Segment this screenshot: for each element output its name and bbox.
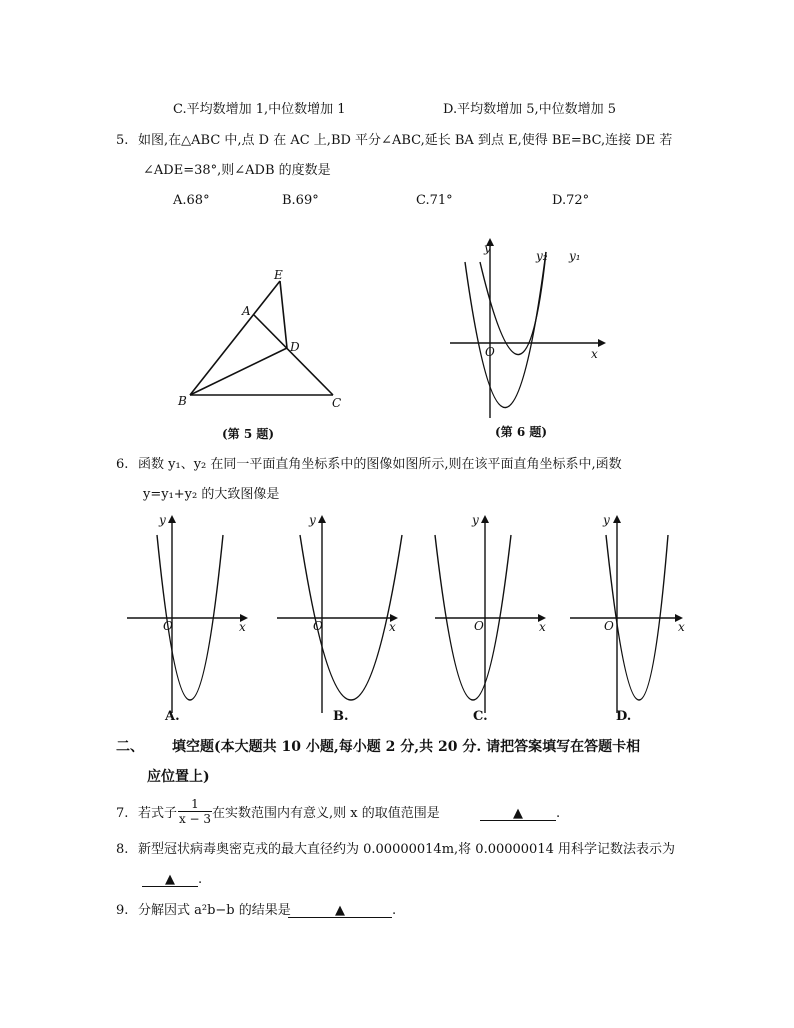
svg-text:O: O [604, 619, 614, 633]
section2-title-line2: 应位置上) [147, 769, 210, 785]
point-b-label: B [178, 394, 187, 408]
q7-answer-blank[interactable]: ▲ [480, 806, 556, 821]
segment-ed [280, 281, 287, 348]
q6-option-d-graph [568, 515, 698, 725]
q5-text-line2: ∠ADE=38°,则∠ADB 的度数是 [143, 163, 331, 178]
point-e-label: E [274, 268, 283, 282]
x-axis-arrow [598, 339, 606, 347]
svg-text:x: x [239, 620, 246, 634]
q8-answer[interactable] [142, 872, 202, 888]
q9-end: . [392, 903, 397, 918]
q5-option-d: D.72° [552, 193, 590, 208]
q7-frac-denominator: x − 3 [178, 812, 212, 826]
option-c-label: C. [473, 709, 488, 724]
q6-axis-y-label: y [484, 241, 491, 255]
q7-fraction [178, 797, 212, 826]
q7-end: . [556, 806, 561, 821]
svg-text:y: y [472, 513, 479, 527]
segment-bd [190, 348, 287, 395]
segment-ac [254, 315, 333, 395]
option-d-label: D. [616, 709, 632, 724]
curve-y1-label: y₁ [569, 249, 581, 263]
q6-origin-label: O [485, 345, 495, 359]
q8-text-line1: 新型冠状病毒奥密克戎的最大直径约为 0.00000014m,将 0.00000014 用科学记数法表示为 [138, 842, 675, 857]
q6-caption: (第 6 题) [495, 425, 548, 439]
svg-text:O: O [313, 619, 323, 633]
q7-number: 7. [116, 806, 129, 821]
q6-text-line2: y=y₁+y₂ 的大致图像是 [143, 487, 280, 502]
q5-caption: (第 5 题) [222, 427, 275, 441]
svg-text:O: O [474, 619, 484, 633]
q8-answer-blank[interactable]: ▲ [142, 872, 198, 887]
svg-text:x: x [389, 620, 396, 634]
q5-option-b: B.69° [282, 193, 319, 208]
svg-text:y: y [603, 513, 610, 527]
q5-triangle-figure [170, 265, 360, 415]
q9-answer[interactable] [288, 903, 396, 919]
q9-number: 9. [116, 903, 129, 918]
q7-frac-numerator: 1 [178, 797, 212, 812]
q6-option-b-graph [275, 515, 405, 725]
option-a-label: A. [165, 709, 180, 724]
option-b-label: B. [333, 709, 349, 724]
q6-text-line1: 函数 y₁、y₂ 在同一平面直角坐标系中的图像如图所示,则在该平面直角坐标系中,函数 [138, 457, 622, 472]
q7-answer[interactable] [480, 806, 560, 822]
q5-option-c: C.71° [416, 193, 453, 208]
section2-index: 二、 [116, 739, 144, 755]
point-d-label: D [290, 340, 300, 354]
q6-parabolas-figure [448, 240, 608, 425]
section2-title-line1: 填空题(本大题共 10 小题,每小题 2 分,共 20 分. 请把答案填写在答题卡相 [172, 739, 641, 755]
q7-prefix: 若式子 [138, 806, 178, 821]
q8-number: 8. [116, 842, 129, 857]
curve-y2-label: y₂ [536, 249, 548, 263]
q7-suffix: 在实数范围内有意义,则 x 的取值范围是 [212, 806, 440, 821]
q6-option-c-graph [433, 515, 563, 725]
segment-be [190, 281, 280, 395]
q8-end: . [198, 872, 203, 887]
q9-answer-blank[interactable]: ▲ [288, 903, 392, 918]
q4-option-d: D.平均数增加 5,中位数增加 5 [443, 102, 617, 117]
q6-option-a-graph [125, 515, 255, 725]
point-c-label: C [332, 396, 342, 410]
svg-text:y: y [309, 513, 316, 527]
q9-text: 分解因式 a²b−b 的结果是 [138, 903, 291, 918]
q6-number: 6. [116, 457, 129, 472]
point-a-label: A [242, 304, 251, 318]
q4-option-c: C.平均数增加 1,中位数增加 1 [173, 102, 346, 117]
svg-text:y: y [159, 513, 166, 527]
q5-text-line1: 如图,在△ABC 中,点 D 在 AC 上,BD 平分∠ABC,延长 BA 到点 E,使得 BE=BC,连接 DE 若 [138, 133, 673, 148]
q5-number: 5. [116, 133, 129, 148]
svg-text:x: x [539, 620, 546, 634]
q5-option-a: A.68° [173, 193, 210, 208]
svg-text:x: x [678, 620, 685, 634]
q6-axis-x-label: x [591, 347, 598, 361]
svg-text:O: O [163, 619, 173, 633]
